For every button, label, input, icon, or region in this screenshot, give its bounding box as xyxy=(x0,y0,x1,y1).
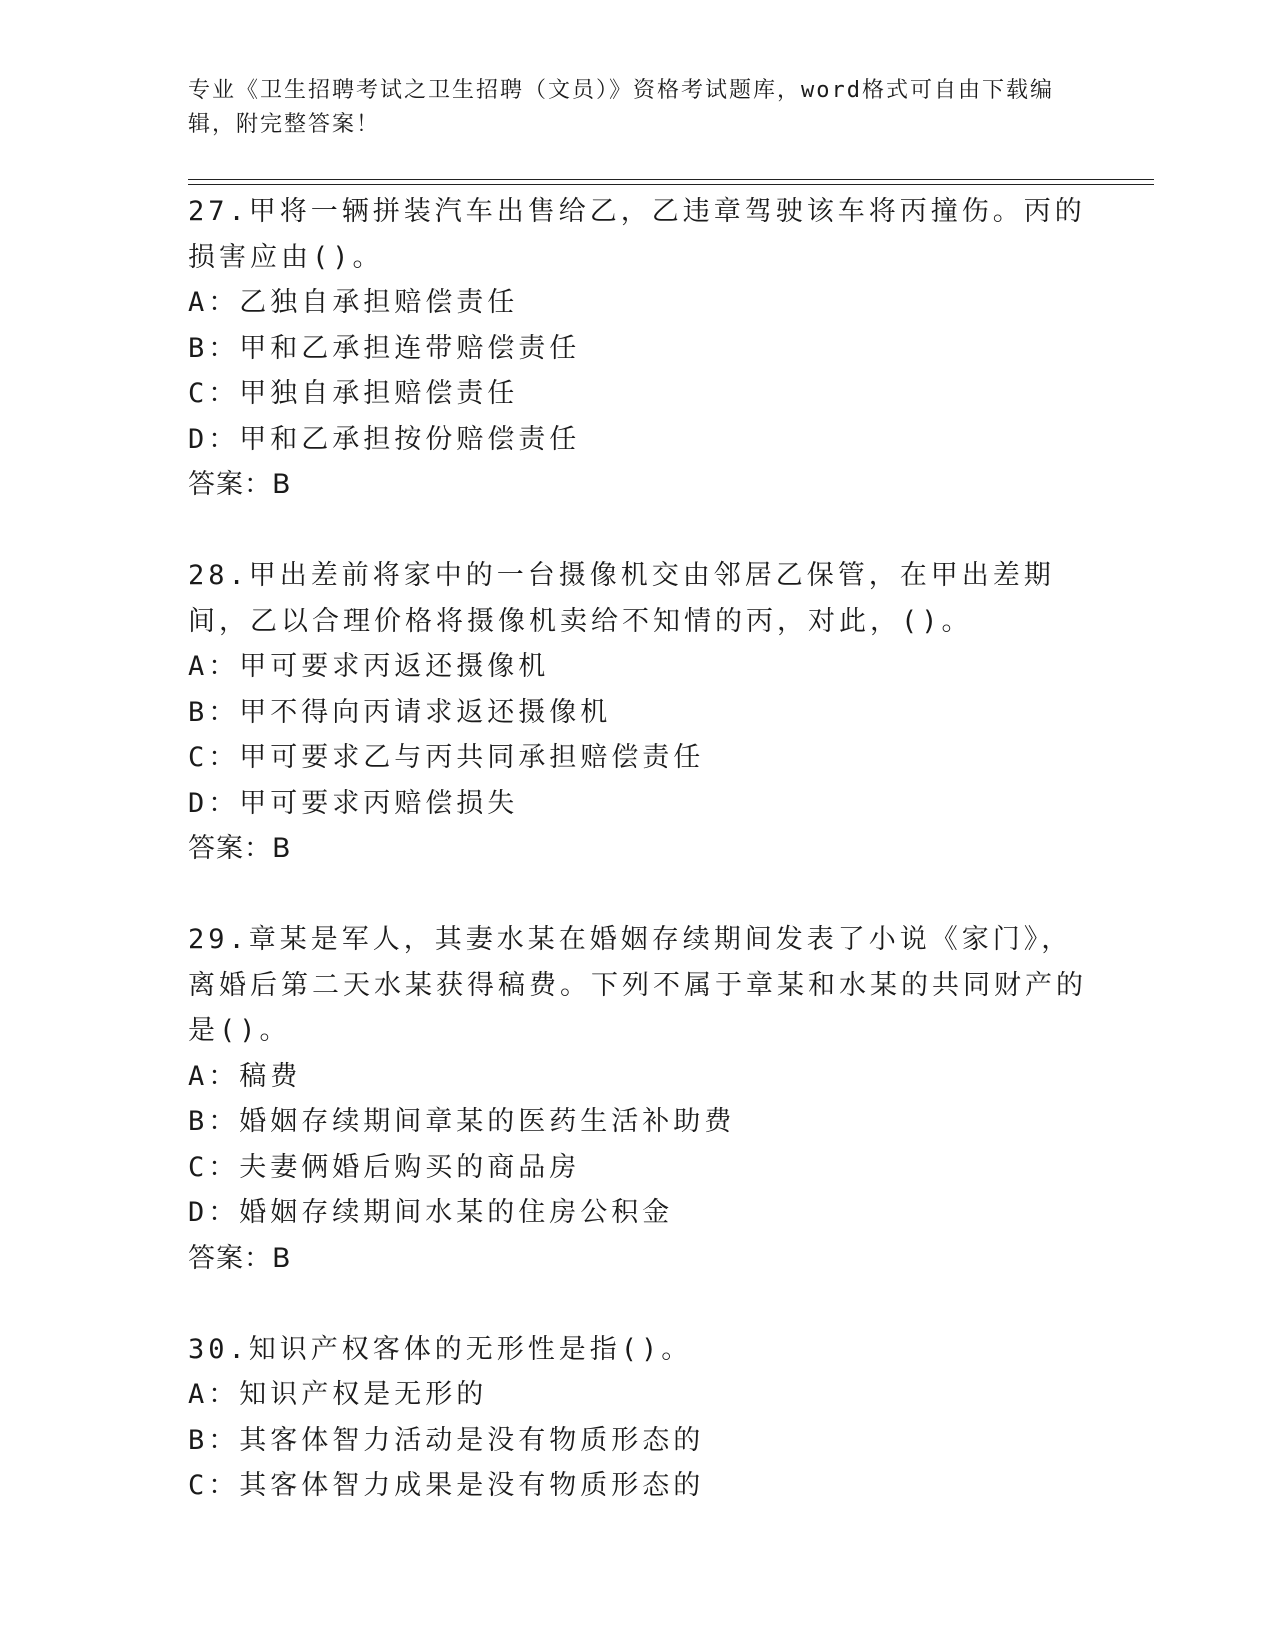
answer-label: 答案： xyxy=(188,833,272,864)
question-28 xyxy=(188,553,1088,872)
answer-value: B xyxy=(272,469,292,500)
question-spacer xyxy=(188,508,1088,554)
answer-label: 答案： xyxy=(188,469,272,500)
question-spacer xyxy=(188,872,1088,918)
option-d: D：甲可要求丙赔偿损失 xyxy=(188,787,519,819)
option-a: A：知识产权是无形的 xyxy=(188,1379,488,1410)
answer-value: B xyxy=(272,1242,292,1274)
option-b: B：其客体智力活动是没有物质形态的 xyxy=(188,1424,705,1456)
question-text: 30.知识产权客体的无形性是指()。 xyxy=(188,1333,693,1365)
option-c: C：甲独自承担赔偿责任 xyxy=(188,378,519,409)
option-a: A：甲可要求丙返还摄像机 xyxy=(188,651,550,682)
header-divider-top xyxy=(188,179,1154,180)
question-spacer xyxy=(188,1281,1088,1327)
question-text: 29.章某是军人，其妻水某在婚姻存续期间发表了小说《家门》，离婚后第二天水某获得稿费。下列不属于章某和水某的共同财产的是()。 xyxy=(188,924,1087,1046)
answer-line xyxy=(188,1236,1088,1282)
answer-line xyxy=(188,826,1088,872)
option-c: C：其客体智力成果是没有物质形态的 xyxy=(188,1470,705,1501)
option-b: B：甲和乙承担连带赔偿责任 xyxy=(188,332,581,364)
option-d: D：婚姻存续期间水某的住房公积金 xyxy=(188,1197,674,1228)
question-text: 27.甲将一辆拼装汽车出售给乙，乙违章驾驶该车将丙撞伤。丙的损害应由()。 xyxy=(188,196,1086,273)
option-a: A：稿费 xyxy=(188,1060,302,1092)
option-d: D：甲和乙承担按份赔偿责任 xyxy=(188,423,581,455)
document-intro: 专业《卫生招聘考试之卫生招聘（文员）》资格考试题库，word格式可自由下载编辑，附完整答案！ xyxy=(188,78,1054,137)
option-c: C：夫妻俩婚后购买的商品房 xyxy=(188,1151,581,1183)
option-c: C：甲可要求乙与丙共同承担赔偿责任 xyxy=(188,742,705,773)
header-divider-bottom xyxy=(188,184,1154,185)
option-a: A：乙独自承担赔偿责任 xyxy=(188,287,519,318)
question-list xyxy=(188,189,1088,1509)
question-29 xyxy=(188,917,1088,1281)
question-text: 28.甲出差前将家中的一台摄像机交由邻居乙保管，在甲出差期间，乙以合理价格将摄像机卖给不知情的丙，对此，()。 xyxy=(188,560,1055,637)
question-27 xyxy=(188,189,1088,508)
answer-value: B xyxy=(272,833,292,864)
option-b: B：甲不得向丙请求返还摄像机 xyxy=(188,696,612,728)
answer-line xyxy=(188,462,1088,508)
question-30 xyxy=(188,1327,1088,1509)
answer-label: 答案： xyxy=(188,1242,272,1274)
option-b: B：婚姻存续期间章某的医药生活补助费 xyxy=(188,1106,736,1137)
